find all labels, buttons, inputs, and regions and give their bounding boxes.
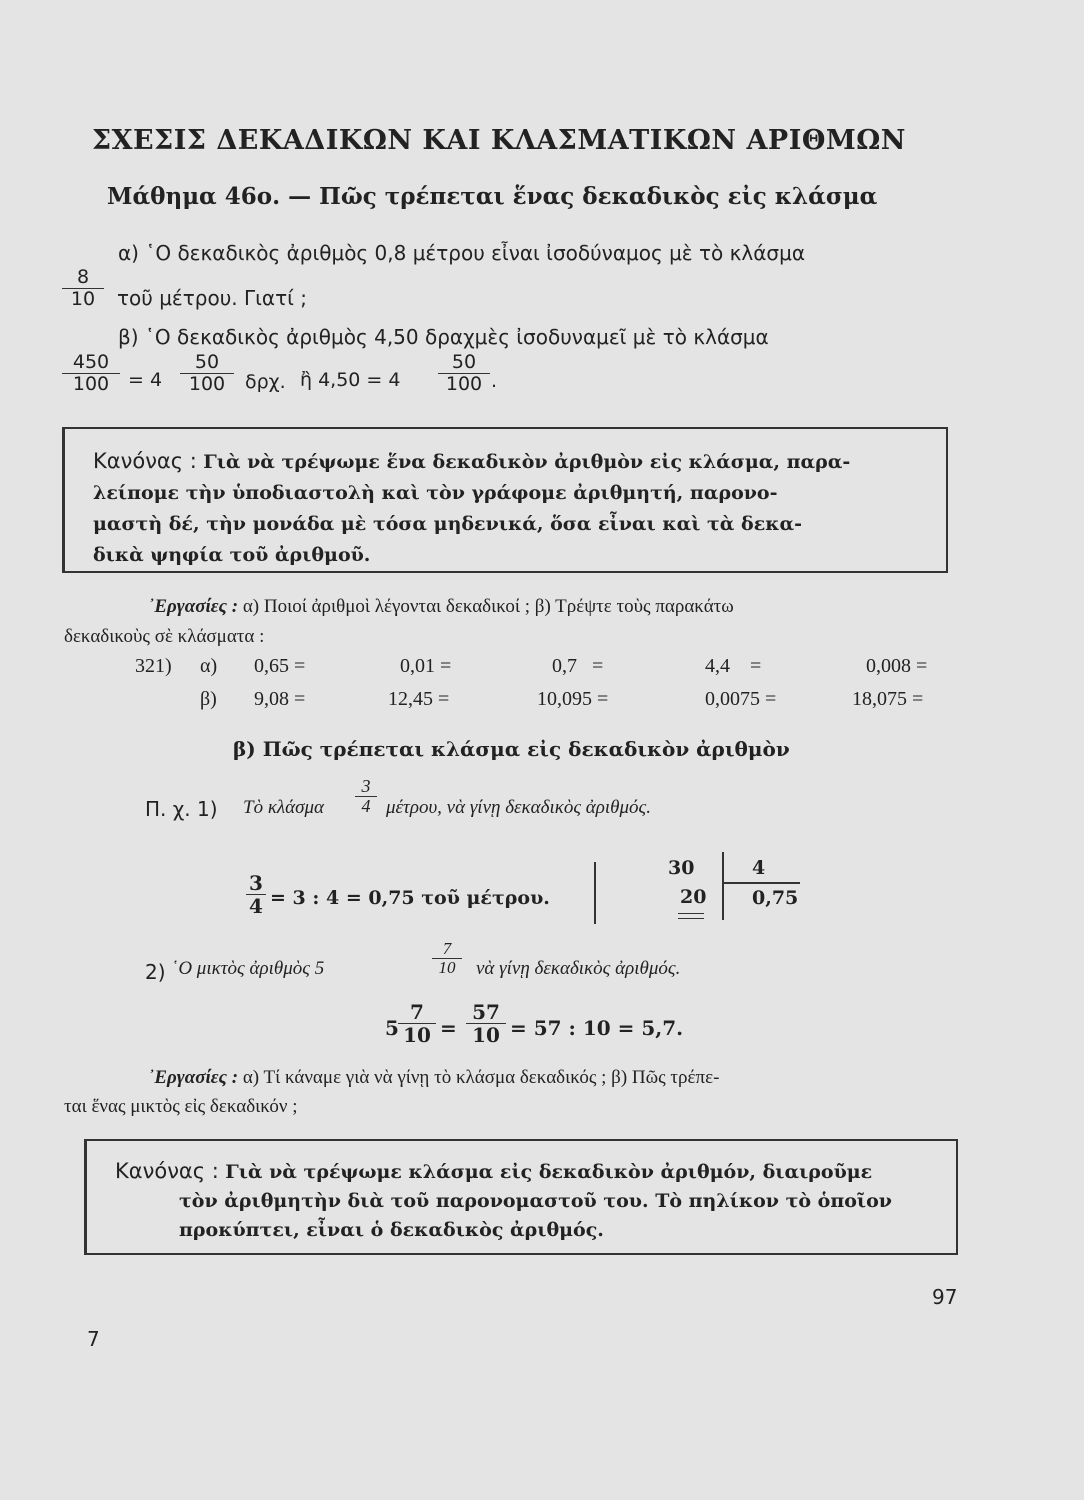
period: .: [491, 370, 498, 392]
rule-box-1: [62, 427, 948, 573]
equals-four: = 4: [128, 369, 163, 391]
division-remainder: 20: [680, 886, 707, 908]
fraction-50-100: [180, 353, 234, 395]
fraction-numerator: 3: [355, 777, 377, 797]
result-equation: = 57 : 10 = 5,7.: [510, 1016, 684, 1040]
exercises-text: α) Ποιοί ἀριθμοὶ λέγονται δεκαδικοί ; β) Τρέψτε τοὺς παρακάτω: [242, 596, 734, 617]
row-a-item: 0,7 =: [552, 655, 604, 677]
exercise-number: 321): [135, 655, 172, 677]
or-equation: ἢ 4,50 = 4: [300, 369, 401, 391]
fraction-numerator: 50: [438, 353, 490, 374]
row-a-item: 0,01 =: [400, 655, 452, 677]
fraction-denominator: 10: [438, 957, 456, 977]
exercises-line-1: [148, 596, 734, 618]
fraction-denominator: 10: [70, 287, 96, 310]
fraction-450-100: [62, 353, 120, 395]
rule-line-1: [93, 445, 850, 478]
rule-label: Κανόνας :: [115, 1159, 219, 1183]
fraction-numerator: 7: [398, 1002, 436, 1024]
division-dividend: 30: [668, 857, 695, 879]
rule-label: Κανόνας :: [93, 449, 197, 473]
drachma-abbrev: δρχ.: [245, 371, 286, 393]
fraction-denominator: 10: [472, 1023, 500, 1047]
mixed-whole: 5: [385, 1016, 399, 1040]
row-b-item: 9,08 =: [254, 688, 306, 710]
fraction-8-10: [62, 268, 104, 310]
rule-line-2: τὸν ἀριθμητὴν διὰ τοῦ παρονομαστοῦ του. Τὸ πηλίκον τὸ ὁποῖον: [179, 1190, 892, 1212]
row-a-label: α): [200, 655, 218, 677]
division-bar-vertical: [722, 852, 724, 920]
fraction-numerator: 8: [62, 268, 104, 289]
row-a-item: 4,4 =: [705, 655, 762, 677]
row-b-item: 10,095 =: [537, 688, 609, 710]
lesson-label: Μάθημα 46ο.: [107, 183, 281, 210]
rule-line-3: προκύπτει, εἶναι ὁ δεκαδικὸς ἀριθμός.: [179, 1219, 604, 1241]
lesson-title: — Πῶς τρέπεται ἕνας δεκαδικὸς εἰς κλάσμα: [288, 183, 878, 210]
signature-mark: 7: [87, 1327, 100, 1351]
lesson-heading: [107, 183, 877, 210]
fraction-denominator: 4: [361, 795, 371, 816]
rule-line-1: [115, 1155, 872, 1188]
rule-line-4: δικὰ ψηφία τοῦ ἀριθμοῦ.: [93, 544, 371, 566]
division-bar-horizontal: [722, 882, 800, 884]
exercises-2-line-2: ται ἕνας μικτὸς εἰς δεκαδικόν ;: [64, 1096, 298, 1117]
division-quotient: 0,75: [752, 887, 799, 909]
rule-line-3: μαστὴ δέ, τὴν μονάδα μὲ τόσα μηδενικά, ὅσα εἶναι καὶ τὰ δεκα-: [93, 513, 803, 535]
calc-text: = 3 : 4 = 0,75 τοῦ μέτρου.: [270, 887, 550, 909]
equals-sign: =: [440, 1016, 457, 1040]
rule-text: Γιὰ νὰ τρέψωμε κλάσμα εἰς δεκαδικὸν ἀριθμόν, διαιροῦμε: [225, 1161, 873, 1183]
rule-line-2: λείπομε τὴν ὑποδιαστολὴ καὶ τὸν γράφομε ἀριθμητή, παρονο-: [93, 482, 778, 504]
fraction-numerator: 7: [432, 940, 462, 959]
example-1-text-2: μέτρου, νὰ γίνῃ δεκαδικὸς ἀριθμός.: [386, 797, 651, 818]
alpha-text: α) ῾Ο δεκαδικὸς ἀριθμὸς 0,8 μέτρου εἶναι ἰσοδύναμος μὲ τὸ κλάσμα: [118, 241, 806, 265]
example-1-prefix: Π. χ. 1): [145, 797, 218, 821]
fraction-numerator: 3: [246, 873, 266, 895]
example-1-text: Τὸ κλάσμα: [243, 797, 325, 818]
separator-line: [594, 862, 596, 924]
chapter-title: ΣΧΕΣΙΣ ΔΕΚΑΔΙΚΩΝ ΚΑΙ ΚΛΑΣΜΑΤΙΚΩΝ ΑΡΙΘΜΩΝ: [92, 125, 906, 156]
row-b-item: 12,45 =: [388, 688, 450, 710]
improper-fraction: [466, 1002, 506, 1046]
fraction-numerator: 57: [466, 1002, 506, 1024]
alpha-continuation: τοῦ μέτρου. Γιατί ;: [117, 286, 307, 310]
remainder-underline: [678, 913, 704, 914]
row-b-item: 18,075 =: [852, 688, 924, 710]
example-2-text-2: νὰ γίνῃ δεκαδικὸς ἀριθμός.: [476, 958, 681, 979]
example-2-fraction: [432, 940, 462, 978]
beta-text: β) ῾Ο δεκαδικὸς ἀριθμὸς 4,50 δραχμὲς ἰσοδυναμεῖ μὲ τὸ κλάσμα: [118, 325, 769, 349]
row-a-item: 0,65 =: [254, 655, 306, 677]
row-b-label: β): [200, 688, 217, 710]
fraction-denominator: 100: [72, 372, 110, 395]
page-number: 97: [932, 1285, 958, 1309]
section-b-title: β) Πῶς τρέπεται κλάσμα εἰς δεκαδικὸν ἀριθμὸν: [233, 737, 790, 761]
division-divisor: 4: [752, 857, 766, 879]
fraction-50-100-b: [438, 353, 490, 395]
example-2-prefix: 2): [145, 960, 166, 984]
remainder-underline: [678, 918, 704, 919]
exercises-2-line-1: [148, 1067, 719, 1089]
example-1-fraction: [355, 777, 377, 817]
fraction-denominator: 100: [188, 372, 226, 395]
calc-fraction: [246, 873, 266, 917]
mixed-fraction: [398, 1002, 436, 1046]
fraction-numerator: 450: [62, 353, 120, 374]
rule-text: Γιὰ νὰ τρέψωμε ἕνα δεκαδικὸν ἀριθμὸν εἰς κλάσμα, παρα-: [203, 451, 851, 473]
exercises-label: ᾿Εργασίες :: [148, 1067, 239, 1088]
exercises-line-2: δεκαδικοὺς σὲ κλάσματα :: [64, 626, 265, 647]
fraction-denominator: 4: [249, 894, 263, 918]
example-2-text: ῾Ο μικτὸς ἀριθμὸς 5: [172, 958, 325, 979]
fraction-numerator: 50: [180, 353, 234, 374]
exercises-text: α) Τί κάναμε γιὰ νὰ γίνῃ τὸ κλάσμα δεκαδικός ; β) Πῶς τρέπε-: [242, 1067, 720, 1088]
fraction-denominator: 10: [403, 1023, 431, 1047]
rule-box-2: [84, 1139, 958, 1255]
exercises-label: ᾿Εργασίες :: [148, 596, 239, 617]
fraction-denominator: 100: [445, 372, 483, 395]
row-a-item: 0,008 =: [866, 655, 928, 677]
row-b-item: 0,0075 =: [705, 688, 777, 710]
